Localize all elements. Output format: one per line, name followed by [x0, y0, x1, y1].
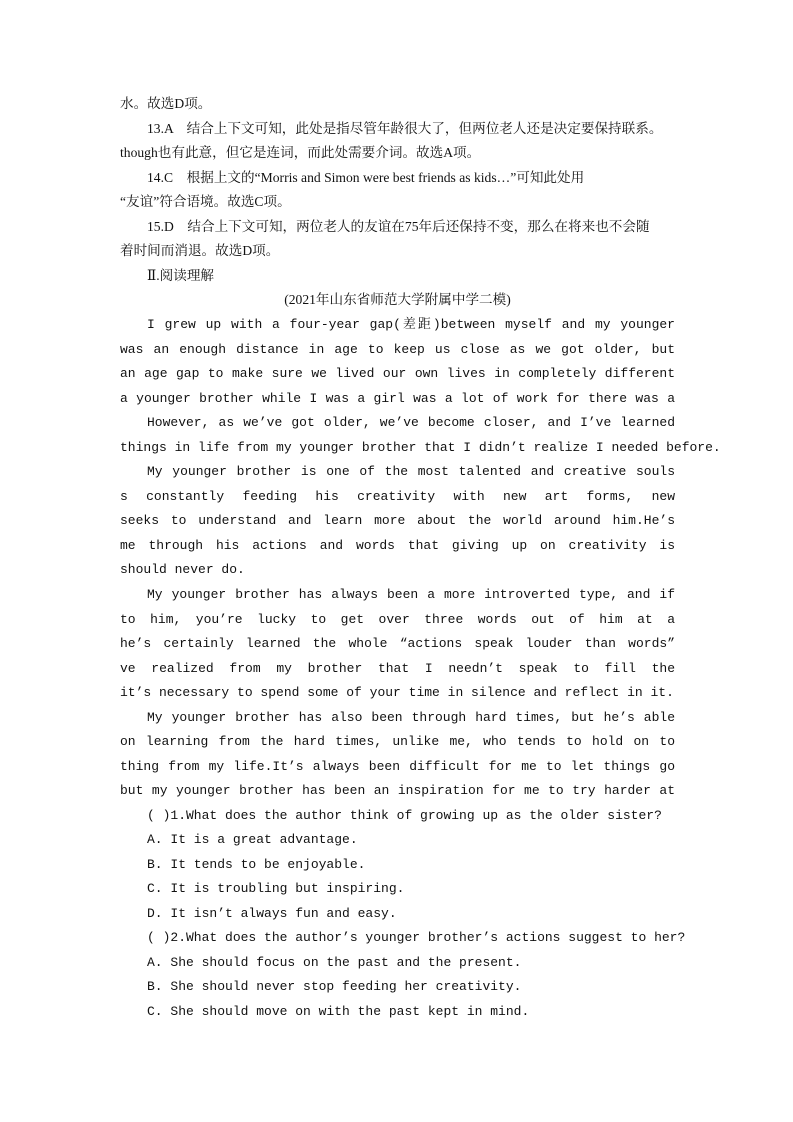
answer-text-line: 着时间而消退。故选D项。 — [120, 243, 280, 258]
passage-line: My younger brother has always been a more introverted type, and if — [147, 587, 675, 602]
passage-line: ve realized from my brother that I needn’t speak to fill the — [120, 661, 675, 676]
question-2-option-c: C. She should move on with the past kept in mind. — [147, 1004, 530, 1019]
passage-line: seeks to understand and learn more about the world around him.He’s — [120, 513, 675, 528]
question-1-stem: ( )1.What does the author think of growing up as the older sister? — [147, 808, 662, 823]
passage-line: I grew up with a four-year gap(差距)between myself and my younger — [147, 317, 675, 332]
passage-line: he’s certainly learned the whole “actions speak louder than words” — [120, 636, 675, 651]
section-heading: Ⅱ.阅读理解 — [147, 268, 215, 283]
passage-line: an age gap to make sure we lived our own lives in completely different — [120, 366, 675, 381]
passage-line: However, as we’ve got older, we’ve become closer, and I’ve learned — [147, 415, 675, 430]
passage-line: was an enough distance in age to keep us close as we got older, but — [120, 342, 675, 357]
question-2-option-a: A. She should focus on the past and the present. — [147, 955, 522, 970]
answer-text-line: though也有此意，但它是连词，而此处需要介词。故选A项。 — [120, 145, 481, 160]
passage-line: on learning from the hard times, unlike me, who tends to hold on to — [120, 734, 675, 749]
answer-15: 15.D 结合上下文可知，两位老人的友谊在75年后还保持不变，那么在将来也不会随 — [147, 219, 650, 234]
passage-line: to him, you’re lucky to get over three words out of him at a — [120, 612, 675, 627]
passage-line: but my younger brother has been an inspiration for me to try harder at — [120, 783, 675, 798]
question-2-option-b: B. She should never stop feeding her creativity. — [147, 979, 522, 994]
passage-line: a younger brother while I was a girl was a lot of work for there was a — [120, 391, 675, 406]
question-1-option-c: C. It is troubling but inspiring. — [147, 881, 405, 896]
passage-line: My younger brother has also been through hard times, but he’s able — [147, 710, 675, 725]
answer-13: 13.A 结合上下文可知，此处是指尽管年龄很大了，但两位老人还是决定要保持联系。 — [147, 121, 663, 136]
answer-14: 14.C 根据上文的“Morris and Simon were best friends as kids…”可知此处用 — [147, 170, 585, 185]
passage-line: it’s necessary to spend some of your time in silence and reflect in it. — [120, 685, 674, 700]
passage-line: me through his actions and words that giving up on creativity is — [120, 538, 675, 553]
passage-line: s constantly feeding his creativity with new art forms, new — [120, 489, 675, 504]
question-1-option-b: B. It tends to be enjoyable. — [147, 857, 366, 872]
question-2-stem: ( )2.What does the author’s younger brother’s actions suggest to her? — [147, 930, 686, 945]
passage-source: (2021年山东省师范大学附属中学二模) — [284, 292, 511, 307]
passage-line: things in life from my younger brother that I didn’t realize I needed before. — [120, 440, 721, 455]
passage-line: thing from my life.It’s always been difficult for me to let things go — [120, 759, 675, 774]
question-1-option-d: D. It isn’t always fun and easy. — [147, 906, 397, 921]
question-1-option-a: A. It is a great advantage. — [147, 832, 358, 847]
passage-line: should never do. — [120, 562, 245, 577]
passage-line: My younger brother is one of the most talented and creative souls — [147, 464, 675, 479]
answer-text-line: “友谊”符合语境。故选C项。 — [120, 194, 291, 209]
answer-text-line: 水。故选D项。 — [120, 96, 212, 111]
